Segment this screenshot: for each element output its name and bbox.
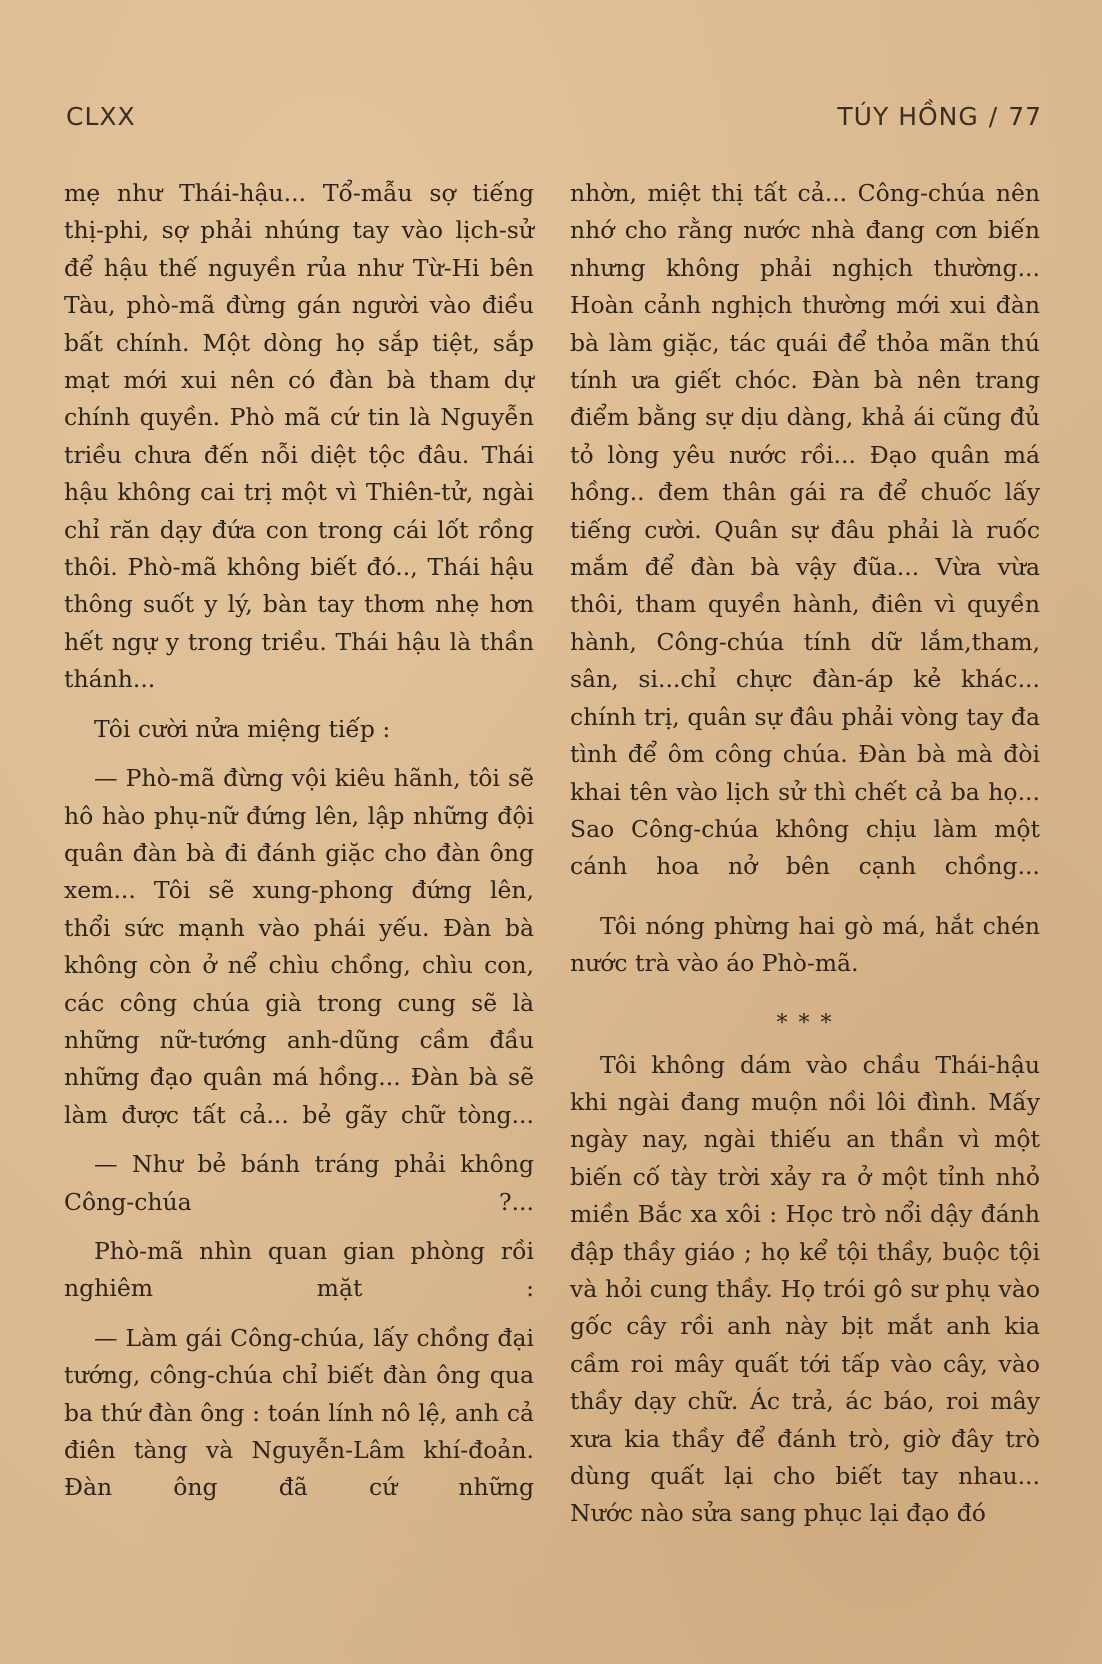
paragraph-gap — [64, 699, 534, 711]
paragraph-gap — [64, 1308, 534, 1320]
paragraph: — Phò-mã đừng vội kiêu hãnh, tôi sẽ hô hào phụ-nữ đứng lên, lập những đội quân đàn bà đi đánh giặc cho đàn ông xem... Tôi sẽ xung-phong đứng lên, thổi sức mạnh vào phái yếu. Đàn bà không còn ở nể chìu chồng, chìu con, các công chúa già trong cung sẽ là những nữ-tướng anh-dũng cầm đầu những đạo quân má hồng... Đàn bà sẽ làm được tất cả... bẻ gãy chữ tòng... — [64, 764, 534, 1129]
paragraph: mẹ như Thái-hậu... Tổ-mẫu sợ tiếng thị-phi, sợ phải nhúng tay vào lịch-sử để hậu thế nguyền rủa như Từ-Hi bên Tàu, phò-mã đừng gán người vào điều bất chính. Một dòng họ sắp tiệt, sắp mạt mới xui nên có đàn bà tham dự chính quyền. Phò mã cứ tin là Nguyễn triều chưa đến nỗi diệt tộc đâu. Thái hậu không cai trị một vì Thiên-tử, ngài chỉ răn dạy đứa con trong cái lốt rồng thôi. Phò-mã không biết đó.., Thái hậu thông suốt y lý, bàn tay thơm nhẹ hơn hết ngự y trong triều. Thái hậu là thần thánh... — [64, 179, 534, 694]
paragraph: — Như bẻ bánh tráng phải không Công-chúa ?... — [64, 1150, 534, 1216]
paragraph: Tôi nóng phừng hai gò má, hắt chén nước trà vào áo Phò-mã. — [570, 911, 1040, 978]
right-column — [570, 175, 1040, 1533]
page-number: 77 — [1008, 102, 1042, 131]
book-title: TÚY HỒNG — [837, 102, 979, 131]
running-title — [837, 102, 1042, 131]
left-column — [64, 175, 534, 1507]
paragraph: Tôi cười nửa miệng tiếp : — [94, 714, 391, 743]
paragraph-gap — [64, 748, 534, 760]
paragraph-gap — [570, 886, 1040, 908]
running-header — [66, 102, 1042, 142]
paragraph-cutoff: Nước nào sửa sang phục lại đạo đó — [570, 1499, 986, 1528]
section-separator: * * * — [776, 1010, 834, 1036]
paragraph-gap — [64, 1134, 534, 1146]
header-separator: / — [988, 102, 999, 131]
paragraph: — Làm gái Công-chúa, lấy chồng đại tướng, công-chúa chỉ biết đàn ông qua ba thứ đàn ông : toán lính nô lệ, anh cả điên tàng và Nguyễn-Lâm khí-đoản. Đàn ông đã cứ những — [64, 1323, 534, 1502]
paragraph: Tôi không dám vào chầu Thái-hậu khi ngài đang muộn nồi lôi đình. Mấy ngày nay, ngài thiếu an thần vì một biến cố tày trời xảy ra ở một tỉnh nhỏ miền Bắc xa xôi : Học trò nổi dậy đánh đập thầy giáo ; họ kể tội thầy, buộc tội và hỏi cung thầy. Họ trói gô sư phụ vào gốc cây rồi anh này bịt mắt anh kia cầm roi mây quất tới tấp vào cây, vào thầy dạy chữ. Ác trả, ác báo, roi mây xưa kia thầy để đánh trò, giờ đây trò dùng quất lại cho biết tay nhau... — [570, 1050, 1040, 1490]
section-number: CLXX — [66, 102, 136, 131]
paragraph: nhờn, miệt thị tất cả... Công-chúa nên nhớ cho rằng nước nhà đang cơn biến nhưng không phải nghịch thường... Hoàn cảnh nghịch thường mới xui đàn bà làm giặc, tác quái để thỏa mãn thú tính ưa giết chóc. Đàn bà nên trang điểm bằng sự dịu dàng, khả ái cũng đủ tỏ lòng yêu nước rồi... Đạo quân má hồng.. đem thân gái ra để chuốc lấy tiếng cười. Quân sự đâu phải là ruốc mắm để đàn bà vậy đũa... Vừa vừa thôi, tham quyền hành, điên vì quyền hành, Công-chúa tính dữ lắm,tham, sân, si...chỉ chực đàn-áp kẻ khác... chính trị, quân sự đâu phải vòng tay đa tình để ôm công chúa. Đàn bà mà đòi khai tên vào lịch sử thì chết cả ba họ... Sao Công-chúa không chịu làm một cánh hoa nở bên cạnh chồng... — [570, 179, 1040, 881]
paragraph-gap — [64, 1221, 534, 1233]
paragraph: Phò-mã nhìn quan gian phòng rồi nghiêm mặt : — [64, 1236, 534, 1303]
